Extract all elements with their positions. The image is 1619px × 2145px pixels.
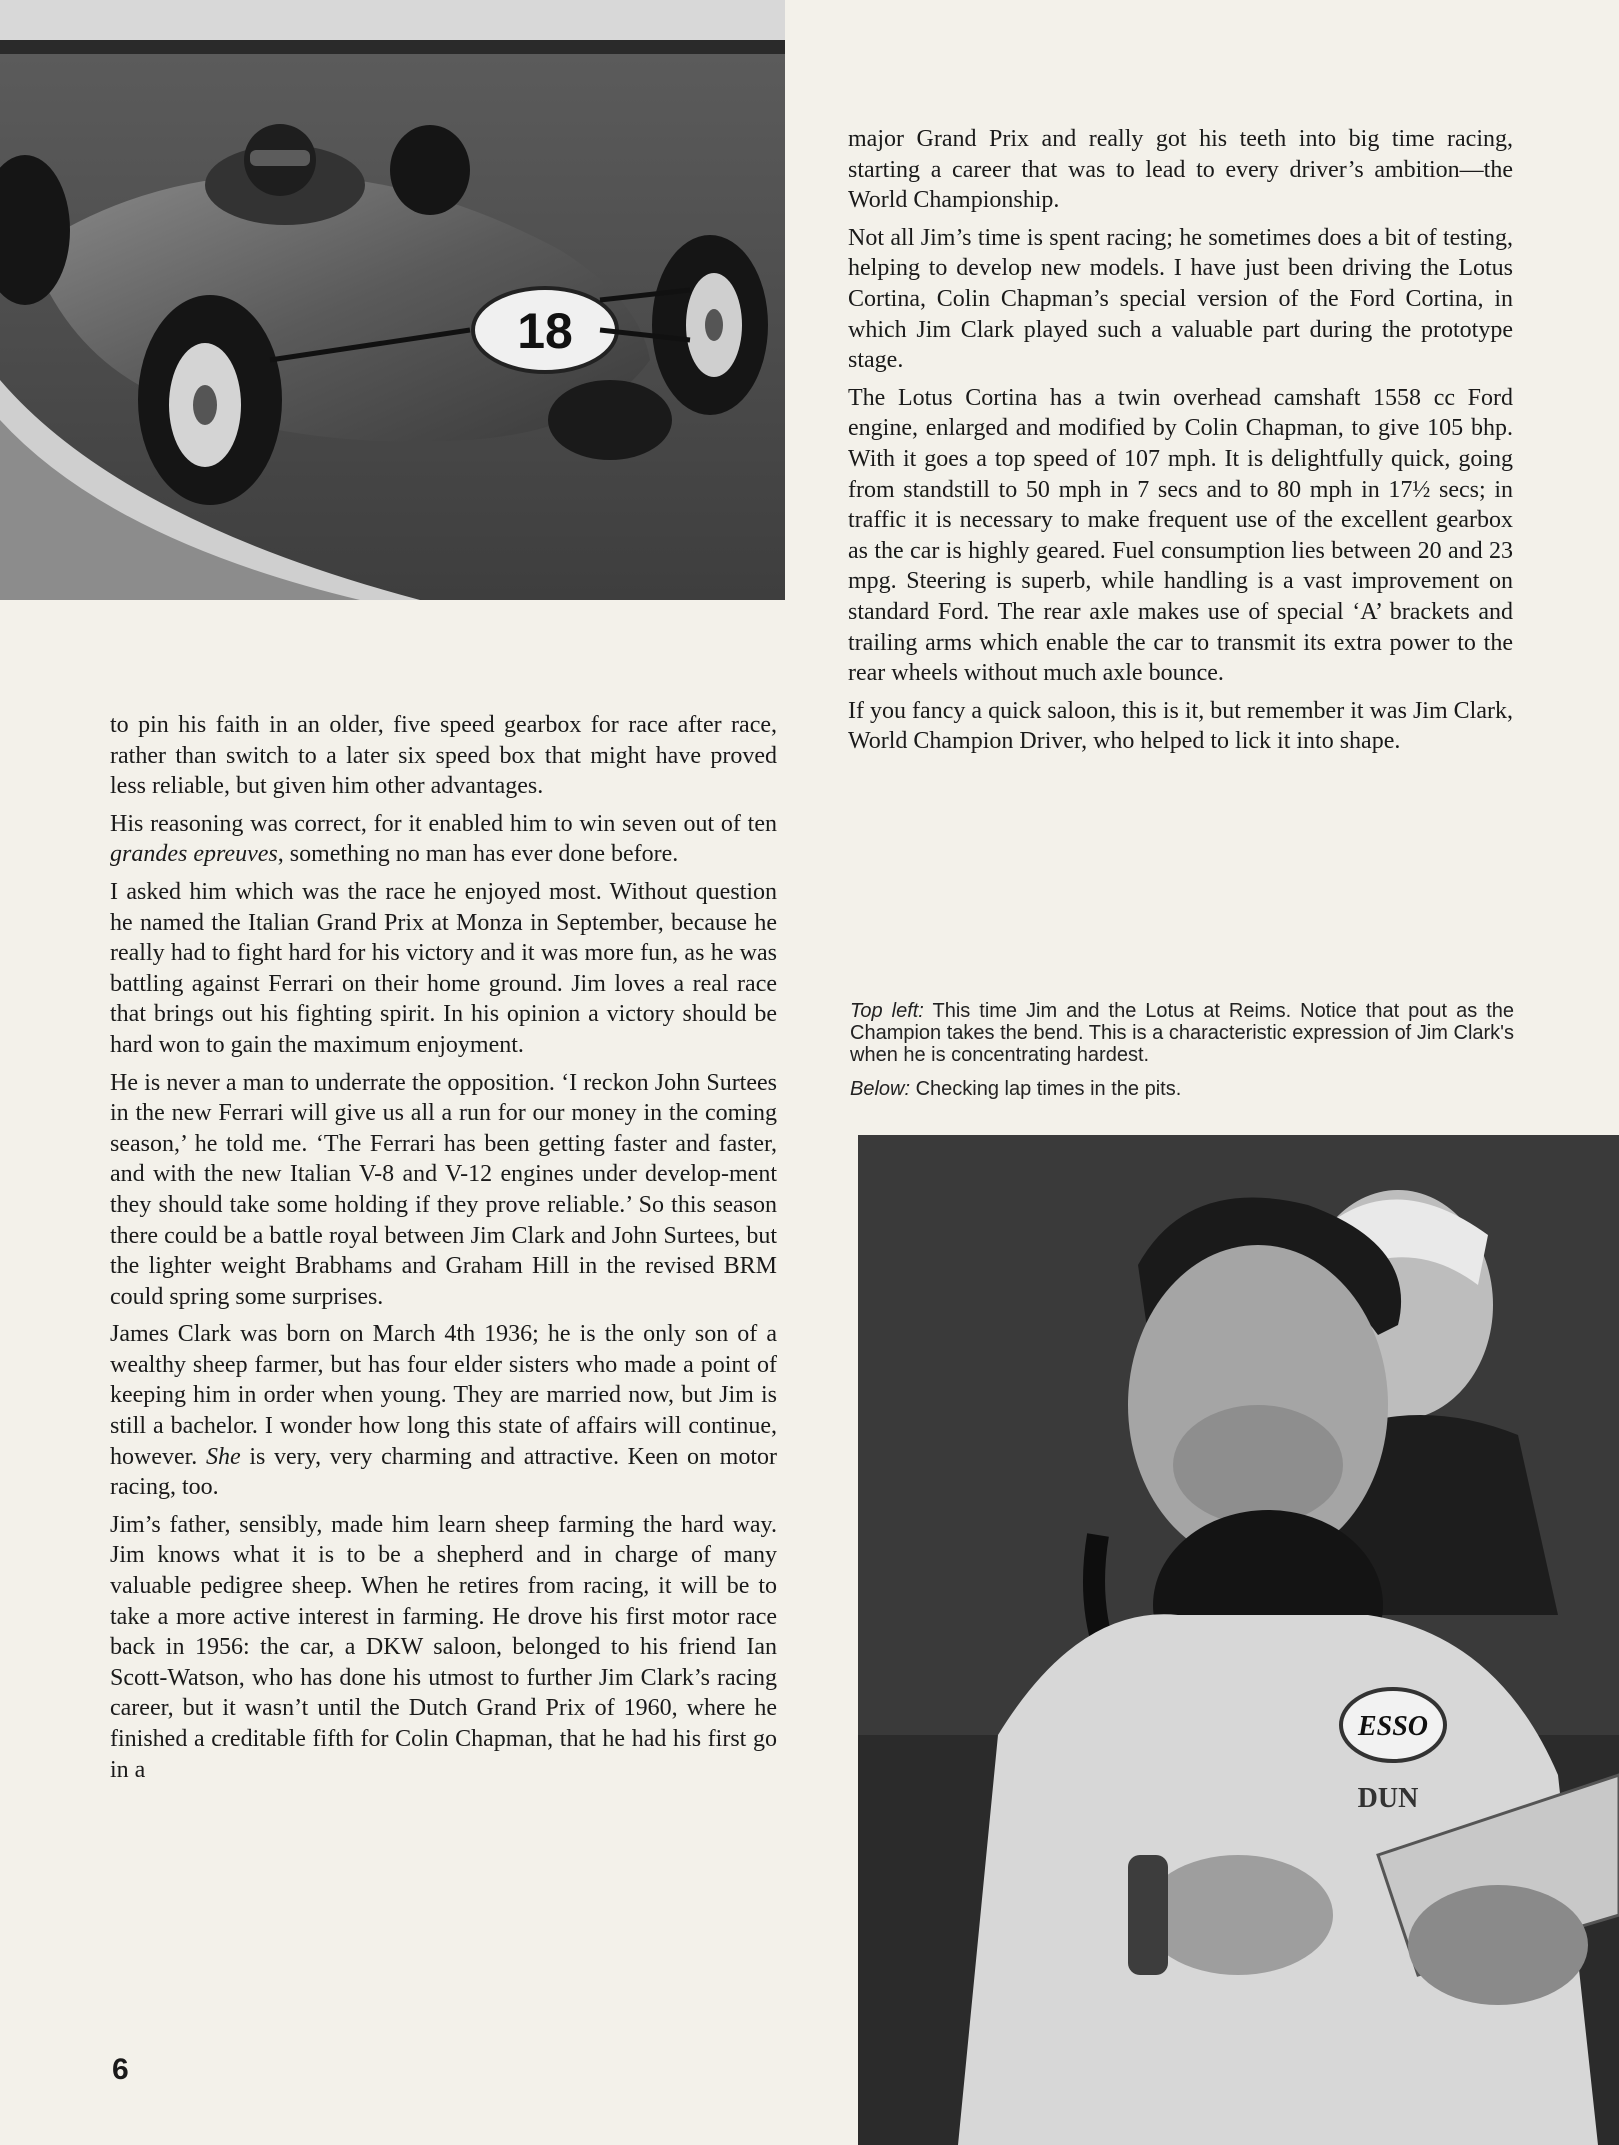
- page-number: 6: [112, 2053, 129, 2086]
- paragraph: Not all Jim’s time is spent racing; he sometimes does a bit of testing, helping to develop new models. I have just been driving the Lotus Cortina, Colin Chapman’s special version of the Ford Cortina, in which Jim Clark played such a valuable part during the prototype stage.: [848, 224, 1513, 374]
- rear-right-wheel: [390, 125, 470, 215]
- emphasis-text: grandes epreuves: [110, 841, 278, 868]
- caption-text: Checking lap times in the pits.: [910, 1078, 1182, 1100]
- caption-top-left: [850, 1000, 1514, 1066]
- driver-in-pits-illustration: [858, 1135, 1619, 2145]
- caption-lead: Below:: [850, 1078, 911, 1100]
- paragraph: to pin his faith in an older, five speed gearbox for race after race, rather than switch to a later six speed box that might have proved less reliable, but given him other advantages.: [110, 712, 777, 800]
- paragraph: James Clark was born on March 4th 1936; he is the only son of a wealthy sheep farmer, but has four elder sisters who made a point of keeping him in order when young. They are married now, but Jim is still a bachelor. I wonder how long this state of affairs will continue, however. She is very, very charming and attractive. Keen on motor racing, too.: [110, 1321, 777, 1501]
- paragraph: If you fancy a quick saloon, this is it, but remember it was Jim Clark, World Champion Driver, who helped to lick it into shape.: [848, 697, 1513, 755]
- paragraph: Jim’s father, sensibly, made him learn sheep farming the hard way. Jim knows what it is to be a shepherd and in charge of many valuable pedigree sheep. When he retires from racing, it will be to take a more active interest in farming. He drove his first motor race back in 1956: the car, a DKW saloon, belonged to his friend Ian Scott-Watson, who has done his utmost to further Jim Clark’s racing career, but it wasn’t until the Dutch Grand Prix of 1960, where he finished a creditable fifth for Colin Chapman, that he had his first go in a: [110, 1511, 777, 1783]
- paragraph: major Grand Prix and really got his teeth into big time racing, starting a career that was to lead to every driver’s ambition—the World Championship.: [848, 126, 1513, 214]
- car-number: 18: [517, 303, 573, 359]
- emphasis-text: She: [205, 1443, 241, 1470]
- paragraph: I asked him which was the race he enjoyed most. Without question he named the Italian Grand Prix at Monza in September, because he really had to fight hard for his victory and it was more fun, as he was battling against Ferrari on their home ground. Jim loves a real race that brings out his fighting spirit. In his opinion a victory should be hard won to gain the maximum enjoyment.: [110, 878, 777, 1058]
- caption-lead: Top left:: [850, 1000, 924, 1022]
- paragraph: He is never a man to underrate the opposition. ‘I reckon John Surtees in the new Ferrari will give us all a run for our money in the coming season,’ he told me. ‘The Ferrari has been getting faster and faster, and with the new Italian V-8 and V-12 engines under develop-ment they should take some holding if they prove reliable.’ So this season there could be a battle royal between Jim Clark and John Surtees, but the lighter weight Brabhams and Graham Hill in the revised BRM could spring some surprises.: [110, 1069, 777, 1310]
- caption-below: [850, 1078, 1514, 1100]
- caption-text: This time Jim and the Lotus at Reims. Notice that pout as the Champion takes the bend. This is a characteristic expression of Jim Clark's when he is concentrating hardest.: [850, 1000, 1514, 1066]
- esso-badge-text: ESSO: [1357, 1711, 1429, 1742]
- article-column-left: [110, 710, 777, 1792]
- paragraph: His reasoning was correct, for it enabled him to win seven out of ten grandes epreuves, something no man has ever done before.: [110, 810, 777, 868]
- racing-car-illustration: [0, 0, 785, 600]
- racing-car-photo: [0, 0, 785, 600]
- paragraph: The Lotus Cortina has a twin overhead camshaft 1558 cc Ford engine, enlarged and modified by Colin Chapman, to give 105 bhp. With it goes a top speed of 107 mph. It is delightfully quick, going from standstill to 50 mph in 7 secs and to 80 mph in 17½ secs; in traffic it is necessary to make frequent use of the excellent gearbox as the car is highly geared. Fuel consumption lies between 20 and 23 mpg. Steering is superb, while handling is a vast improvement on standard Ford. The rear axle makes use of special ‘A’ brackets and trailing arms which enable the car to transmit its extra power to the rear wheels without much axle bounce.: [848, 384, 1513, 687]
- front-right-wheel: [652, 235, 768, 415]
- front-left-wheel: [138, 295, 282, 505]
- article-column-right: [848, 124, 1513, 764]
- pits-photo: [858, 1135, 1619, 2145]
- dunlop-patch-text: DUN: [1357, 1783, 1419, 1814]
